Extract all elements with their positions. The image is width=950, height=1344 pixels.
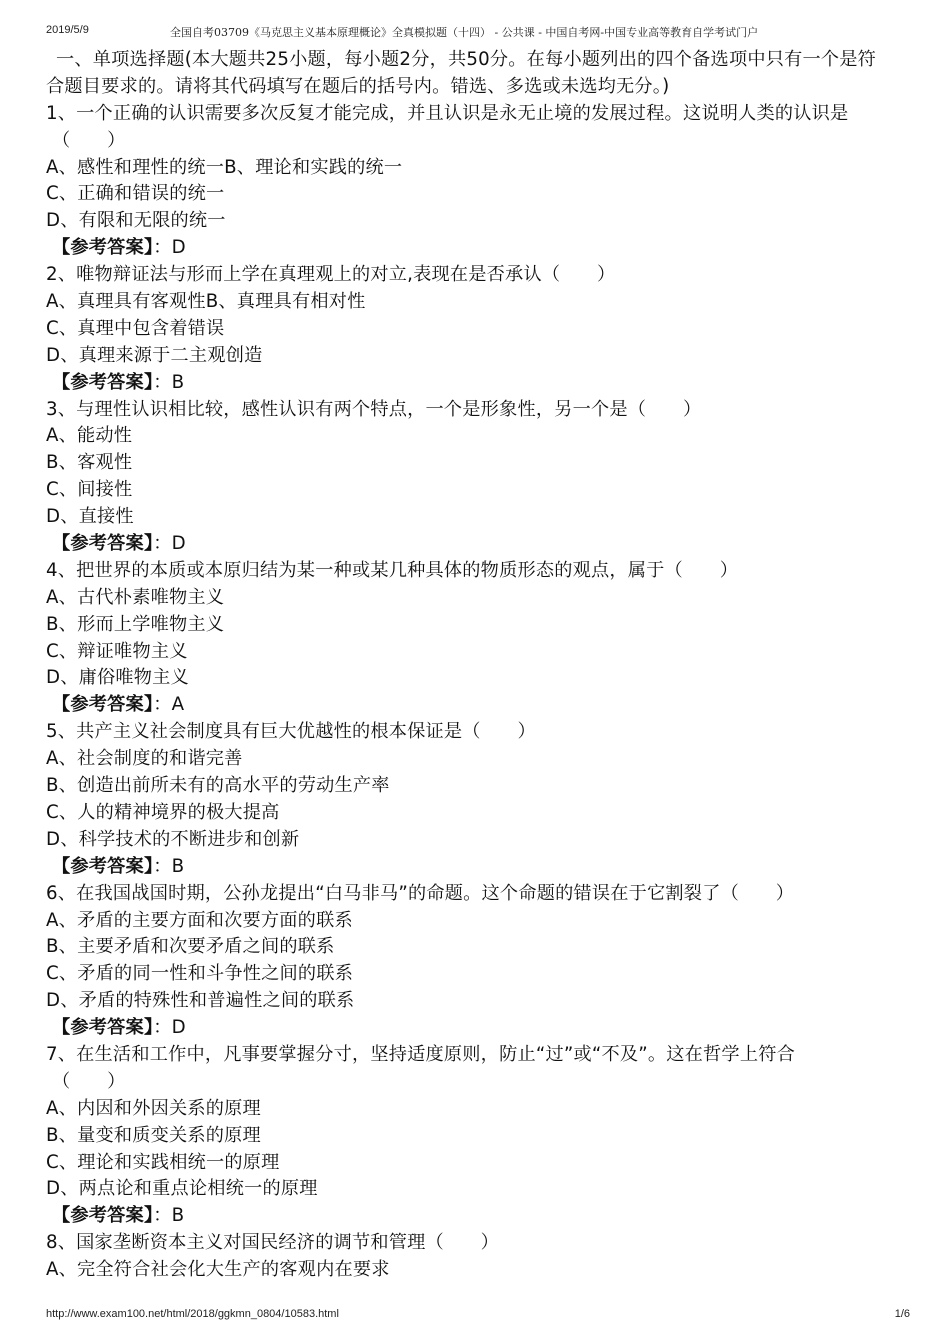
reference-answer-label: 【参考答案】	[52, 1205, 154, 1227]
reference-answer	[46, 531, 914, 558]
answer-option: D、真理来源于二主观创造	[46, 344, 263, 366]
answer-option: A、能动性	[46, 425, 133, 447]
question-text: 3、与理性认识相比较，感性认识有两个特点，一个是形象性，另一个是（ ）	[46, 398, 702, 420]
answer-option: B、主要矛盾和次要矛盾之间的联系	[46, 936, 335, 958]
reference-answer-value: ：D	[153, 237, 186, 259]
answer-option: C、正确和错误的统一	[46, 183, 225, 205]
reference-answer-label: 【参考答案】	[52, 533, 154, 555]
reference-answer	[46, 854, 914, 881]
document-body	[46, 47, 914, 1284]
question-text-continued: （ ）	[52, 1070, 126, 1092]
answer-option: A、感性和理性的统一B、理论和实践的统一	[46, 156, 403, 178]
question-text: 7、在生活和工作中，凡事要掌握分寸，坚持适度原则，防止“过”或“不及”。这在哲学上符合	[46, 1043, 795, 1065]
reference-answer-value: ：D	[153, 533, 186, 555]
reference-answer-label: 【参考答案】	[52, 855, 154, 877]
reference-answer-value: ：B	[153, 371, 185, 393]
answer-option: C、矛盾的同一性和斗争性之间的联系	[46, 963, 354, 985]
question-text-continued: （ ）	[52, 129, 126, 151]
question-text: 6、在我国战国时期，公孙龙提出“白马非马”的命题。这个命题的错误在于它割裂了（ ）	[46, 882, 795, 904]
answer-option: A、内因和外因关系的原理	[46, 1097, 261, 1119]
answer-option: D、直接性	[46, 506, 134, 528]
question-text: 5、共产主义社会制度具有巨大优越性的根本保证是（ ）	[46, 721, 536, 743]
print-footer	[0, 1304, 950, 1328]
answer-option: C、间接性	[46, 479, 133, 501]
answer-option: C、辩证唯物主义	[46, 640, 188, 662]
answer-option: D、科学技术的不断进步和创新	[46, 828, 300, 850]
answer-option: C、理论和实践相统一的原理	[46, 1151, 280, 1173]
section-intro-line: 一、单项选择题(本大题共25小题，每小题2分，共50分。在每小题列出的四个备选项中只有一个是符	[56, 49, 877, 70]
reference-answer	[46, 235, 914, 262]
reference-answer-label: 【参考答案】	[52, 694, 154, 716]
reference-answer-label: 【参考答案】	[52, 237, 154, 259]
answer-option: D、矛盾的特殊性和普遍性之间的联系	[46, 990, 355, 1012]
answer-option: D、两点论和重点论相统一的原理	[46, 1178, 318, 1200]
question-text: 1、一个正确的认识需要多次反复才能完成，并且认识是永无止境的发展过程。这说明人类的认识是	[46, 102, 849, 124]
reference-answer-value: ：D	[153, 1017, 186, 1039]
answer-option: B、客观性	[46, 452, 133, 474]
answer-option: C、真理中包含着错误	[46, 317, 225, 339]
question-text: 8、国家垄断资本主义对国民经济的调节和管理（ ）	[46, 1232, 500, 1254]
answer-option: B、创造出前所未有的高水平的劳动生产率	[46, 775, 390, 797]
question-text: 4、把世界的本质或本原归结为某一种或某几种具体的物质形态的观点，属于（ ）	[46, 559, 739, 581]
answer-option: A、社会制度的和谐完善	[46, 748, 243, 770]
answer-option: B、量变和质变关系的原理	[46, 1124, 261, 1146]
answer-option: D、庸俗唯物主义	[46, 667, 189, 689]
reference-answer	[46, 1203, 914, 1230]
reference-answer	[46, 1015, 914, 1042]
print-url: http://www.exam100.net/html/2018/ggkmn_0804/10583.html	[46, 1308, 339, 1320]
answer-option: A、古代朴素唯物主义	[46, 586, 225, 608]
answer-option: B、形而上学唯物主义	[46, 613, 225, 635]
print-date: 2019/5/9	[46, 24, 89, 36]
question-text: 2、唯物辩证法与形而上学在真理观上的对立,表现在是否承认（ ）	[46, 264, 616, 286]
answer-option: A、矛盾的主要方面和次要方面的联系	[46, 909, 353, 931]
reference-answer-value: ：B	[153, 1205, 185, 1227]
print-header	[0, 0, 950, 39]
print-page-title: 全国自考03709《马克思主义基本原理概论》全真模拟题（十四） - 公共课 - 中国自考网-中国专业高等教育自学考试门户	[170, 26, 759, 39]
reference-answer-label: 【参考答案】	[52, 1017, 154, 1039]
answer-option: A、完全符合社会化大生产的客观内在要求	[46, 1259, 390, 1281]
reference-answer-value: ：A	[153, 694, 185, 716]
answer-option: C、人的精神境界的极大提高	[46, 801, 280, 823]
answer-option: D、有限和无限的统一	[46, 210, 226, 232]
reference-answer	[46, 692, 914, 719]
reference-answer	[46, 370, 914, 397]
reference-answer-label: 【参考答案】	[52, 371, 154, 393]
answer-option: A、真理具有客观性B、真理具有相对性	[46, 291, 366, 313]
reference-answer-value: ：B	[153, 855, 185, 877]
page-number: 1/6	[894, 1308, 910, 1320]
section-intro-line: 合题目要求的。请将其代码填写在题后的括号内。错选、多选或未选均无分。)	[46, 75, 670, 97]
